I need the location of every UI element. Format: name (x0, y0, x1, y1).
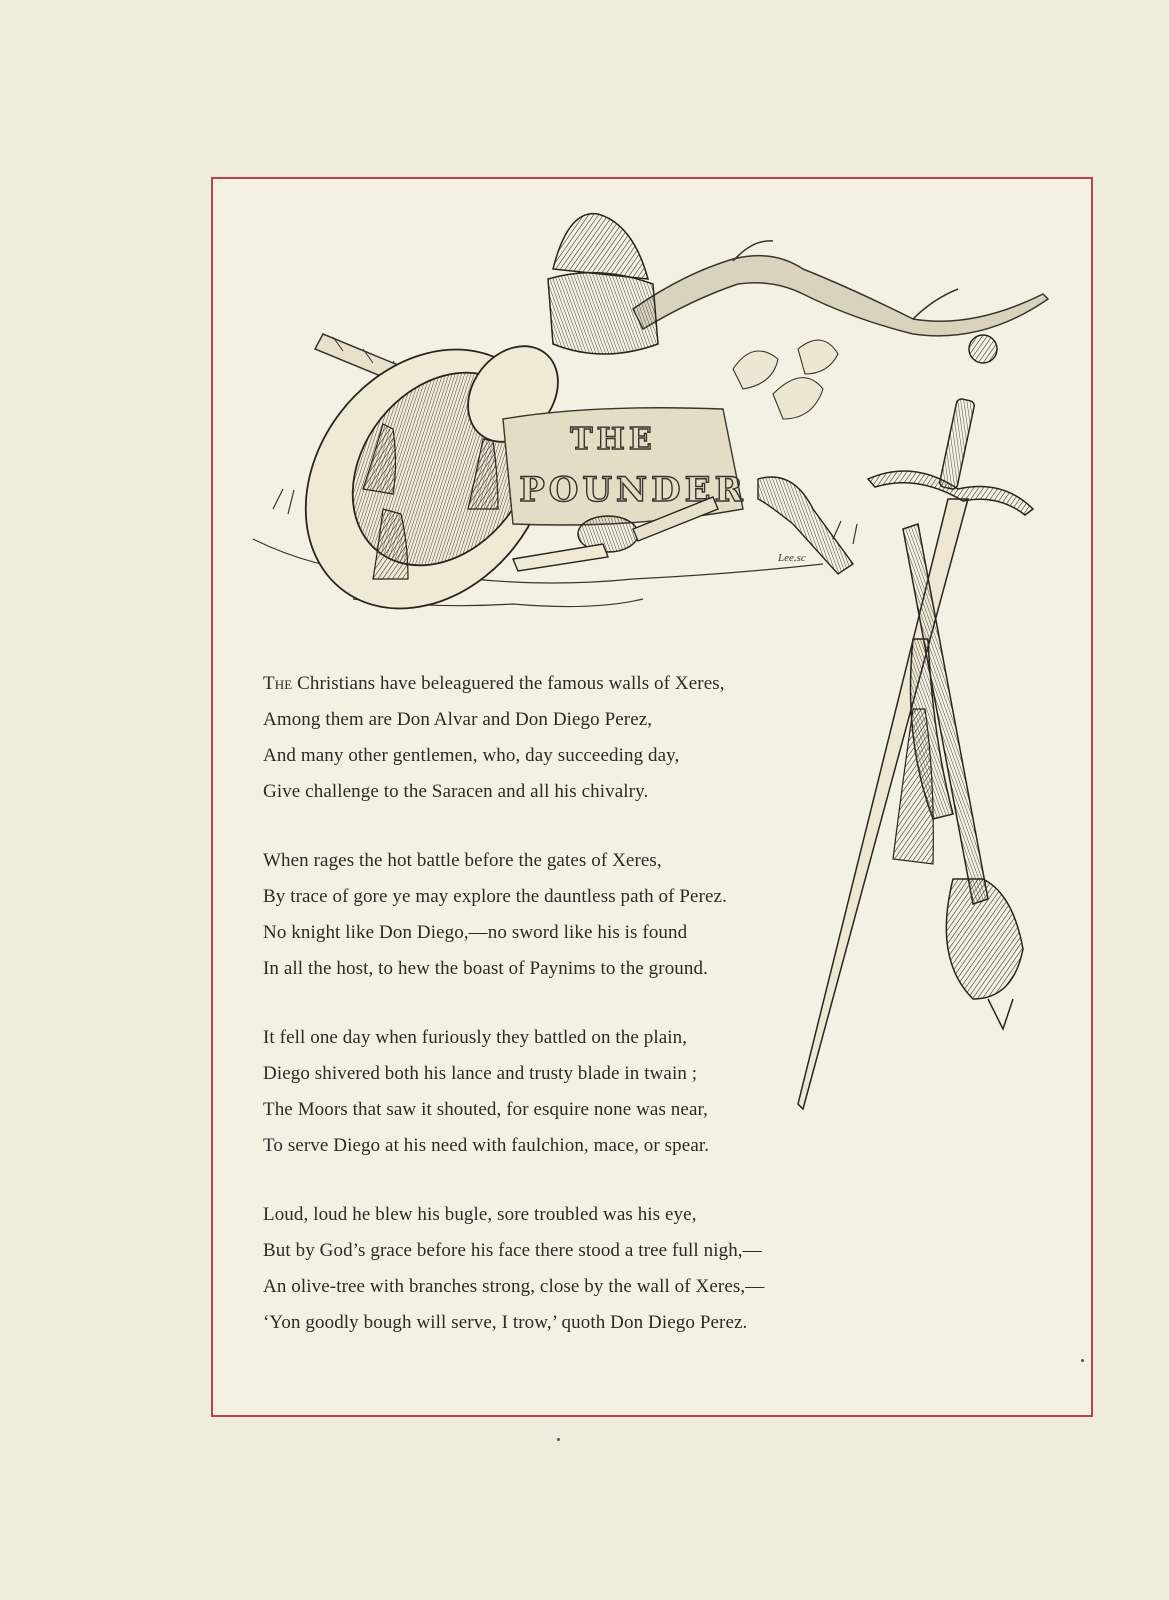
stanza-4 (263, 1197, 883, 1341)
poem-line: An olive-tree with branches strong, close by the wall of Xeres,— (263, 1276, 765, 1297)
stanza-3 (263, 1020, 883, 1164)
stanza-2 (263, 843, 883, 987)
first-word: The (263, 673, 293, 694)
poem-line: But by God’s grace before his face there stood a tree full nigh,— (263, 1240, 762, 1261)
engraver-signature: Lee.sc (778, 552, 806, 564)
poem-line: It fell one day when furiously they battled on the plain, (263, 1027, 688, 1048)
tree-branch (633, 241, 1048, 336)
poem-line: Loud, loud he blew his bugle, sore troubled was his eye, (263, 1204, 697, 1225)
helmet (548, 214, 658, 354)
page-speck (557, 1438, 560, 1441)
foliage (733, 340, 838, 419)
stanza-1 (263, 666, 883, 810)
poem-line (263, 666, 883, 702)
poem-line: In all the host, to hew the boast of Paynims to the ground. (263, 958, 708, 979)
poem-line: ‘Yon goodly bough will serve, I trow,’ quoth Don Diego Perez. (263, 1312, 748, 1333)
poem-line: Diego shivered both his lance and trusty blade in twain ; (263, 1063, 698, 1084)
page-speck (1081, 1359, 1084, 1362)
first-line-rest: Christians have beleaguered the famous walls of Xeres, (292, 673, 725, 694)
poem-line: Give challenge to the Saracen and all his chivalry. (263, 781, 649, 802)
poem-line: No knight like Don Diego,—no sword like his is found (263, 922, 688, 943)
page-frame (211, 177, 1093, 1417)
poem-line: When rages the hot battle before the gates of Xeres, (263, 850, 662, 871)
poem (263, 666, 883, 1374)
poem-line: By trace of gore ye may explore the dauntless path of Perez. (263, 886, 727, 907)
illustration-title-line2: POUNDER (519, 470, 747, 510)
poem-line: And many other gentlemen, who, day succeeding day, (263, 745, 680, 766)
poem-line: Among them are Don Alvar and Don Diego Perez, (263, 709, 653, 730)
poem-line: The Moors that saw it shouted, for esquire none was near, (263, 1099, 708, 1120)
illustration-title-line1: THE (570, 422, 656, 457)
poem-line: To serve Diego at his need with faulchion, mace, or spear. (263, 1135, 710, 1156)
